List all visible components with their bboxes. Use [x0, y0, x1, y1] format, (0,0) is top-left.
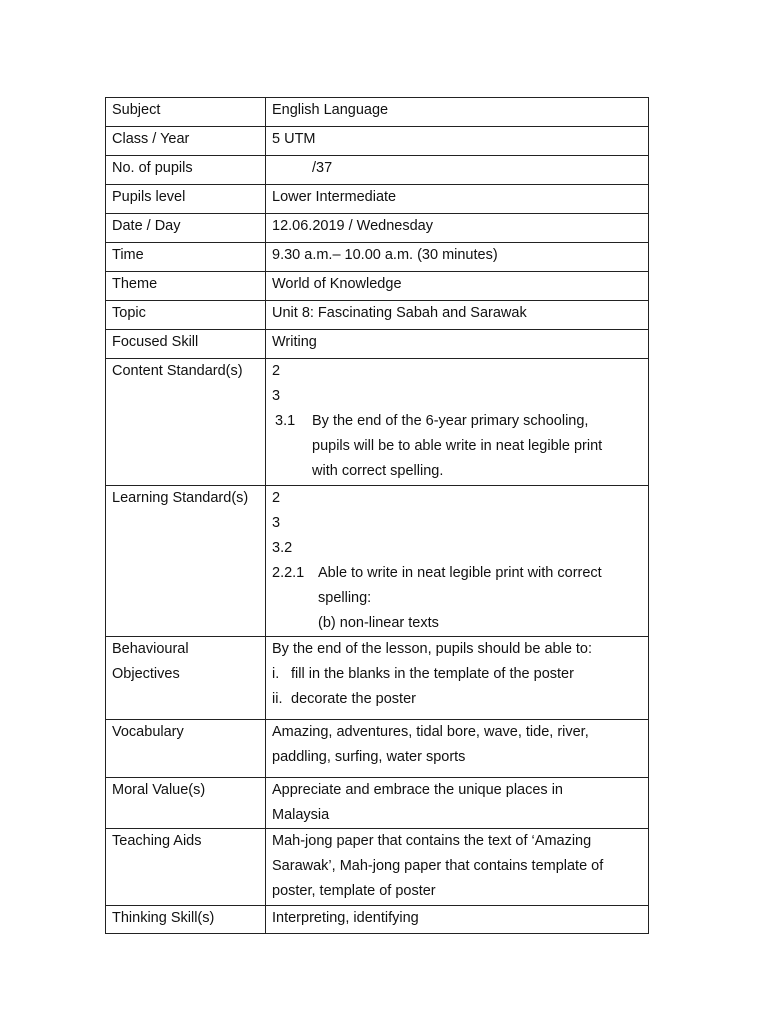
row-label: Pupils level: [106, 185, 266, 214]
content-standard-cell: [266, 359, 649, 486]
row-label: Vocabulary: [106, 720, 266, 778]
teaching-aids-cell: [266, 829, 649, 906]
table-row: [106, 829, 649, 906]
vocabulary-line: paddling, surfing, water sports: [272, 749, 466, 765]
objectives-cell: [266, 637, 649, 720]
objective-number: i.: [272, 666, 280, 682]
row-value: Writing: [266, 330, 649, 359]
moral-cell: [266, 778, 649, 829]
standard-line: 2: [272, 490, 281, 506]
table-row: [106, 185, 649, 214]
standard-line: 3: [272, 515, 281, 531]
row-value: 5 UTM: [266, 127, 649, 156]
standard-item-text: with correct spelling.: [312, 463, 444, 479]
objective-text: decorate the poster: [291, 691, 416, 707]
standard-line: 3: [272, 388, 281, 404]
standard-item-number: 2.2.1: [272, 565, 305, 581]
row-value: Lower Intermediate: [266, 185, 649, 214]
table-row: [106, 720, 649, 778]
row-label: Date / Day: [106, 214, 266, 243]
row-value: World of Knowledge: [266, 272, 649, 301]
row-label: Class / Year: [106, 127, 266, 156]
standard-line: 2: [272, 363, 281, 379]
table-row: [106, 301, 649, 330]
standard-item-text: spelling:: [318, 590, 372, 606]
row-label: Behavioural: [112, 641, 189, 657]
standard-item-number: 3.1: [275, 413, 296, 429]
table-row: [106, 637, 649, 720]
row-label: Objectives: [112, 666, 180, 682]
row-value: Interpreting, identifying: [266, 906, 649, 934]
table-row: [106, 486, 649, 637]
objective-item: [272, 662, 648, 687]
standard-item: [272, 561, 648, 586]
row-label: Learning Standard(s): [106, 486, 266, 637]
standard-item-text: By the end of the 6-year primary schooling,: [312, 413, 589, 429]
standard-item: [272, 409, 648, 434]
teaching-aids-line: Mah-jong paper that contains the text of ‘Amazing: [272, 833, 592, 849]
row-value: 12.06.2019 / Wednesday: [266, 214, 649, 243]
objective-text: fill in the blanks in the template of the poster: [291, 666, 574, 682]
table-row: [106, 778, 649, 829]
teaching-aids-line: poster, template of poster: [272, 883, 436, 899]
row-label: Thinking Skill(s): [106, 906, 266, 934]
vocabulary-cell: [266, 720, 649, 778]
row-label: Subject: [106, 98, 266, 127]
table-row: [106, 272, 649, 301]
table-row: [106, 214, 649, 243]
teaching-aids-line: Sarawak’, Mah-jong paper that contains template of: [272, 858, 604, 874]
row-label: Moral Value(s): [106, 778, 266, 829]
behavioural-label-cell: [106, 637, 266, 720]
table-row: [106, 156, 649, 185]
moral-line: Malaysia: [272, 807, 330, 823]
lesson-plan-table: [105, 97, 649, 934]
objective-item: [272, 687, 648, 712]
standard-line: 3.2: [272, 540, 293, 556]
row-label: Theme: [106, 272, 266, 301]
table-row: [106, 359, 649, 486]
table-row: [106, 330, 649, 359]
row-label: Content Standard(s): [106, 359, 266, 486]
learning-standard-cell: [266, 486, 649, 637]
standard-item-text: Able to write in neat legible print with correct: [318, 565, 602, 581]
row-label: Teaching Aids: [106, 829, 266, 906]
row-label: Time: [106, 243, 266, 272]
row-value: Unit 8: Fascinating Sabah and Sarawak: [266, 301, 649, 330]
row-value: English Language: [266, 98, 649, 127]
moral-line: Appreciate and embrace the unique places in: [272, 782, 563, 798]
table-row: [106, 243, 649, 272]
table-row: [106, 98, 649, 127]
vocabulary-line: Amazing, adventures, tidal bore, wave, tide, river,: [272, 724, 589, 740]
row-value: 9.30 a.m.– 10.00 a.m. (30 minutes): [266, 243, 649, 272]
row-label: Topic: [106, 301, 266, 330]
row-label: No. of pupils: [106, 156, 266, 185]
table-row: [106, 906, 649, 934]
standard-item-text: pupils will be to able write in neat legible print: [312, 438, 603, 454]
standard-item-text: (b) non-linear texts: [318, 615, 439, 631]
row-value: /37: [312, 160, 333, 176]
objectives-intro: By the end of the lesson, pupils should be able to:: [272, 641, 593, 657]
row-label: Focused Skill: [106, 330, 266, 359]
objective-number: ii.: [272, 691, 283, 707]
table-row: [106, 127, 649, 156]
